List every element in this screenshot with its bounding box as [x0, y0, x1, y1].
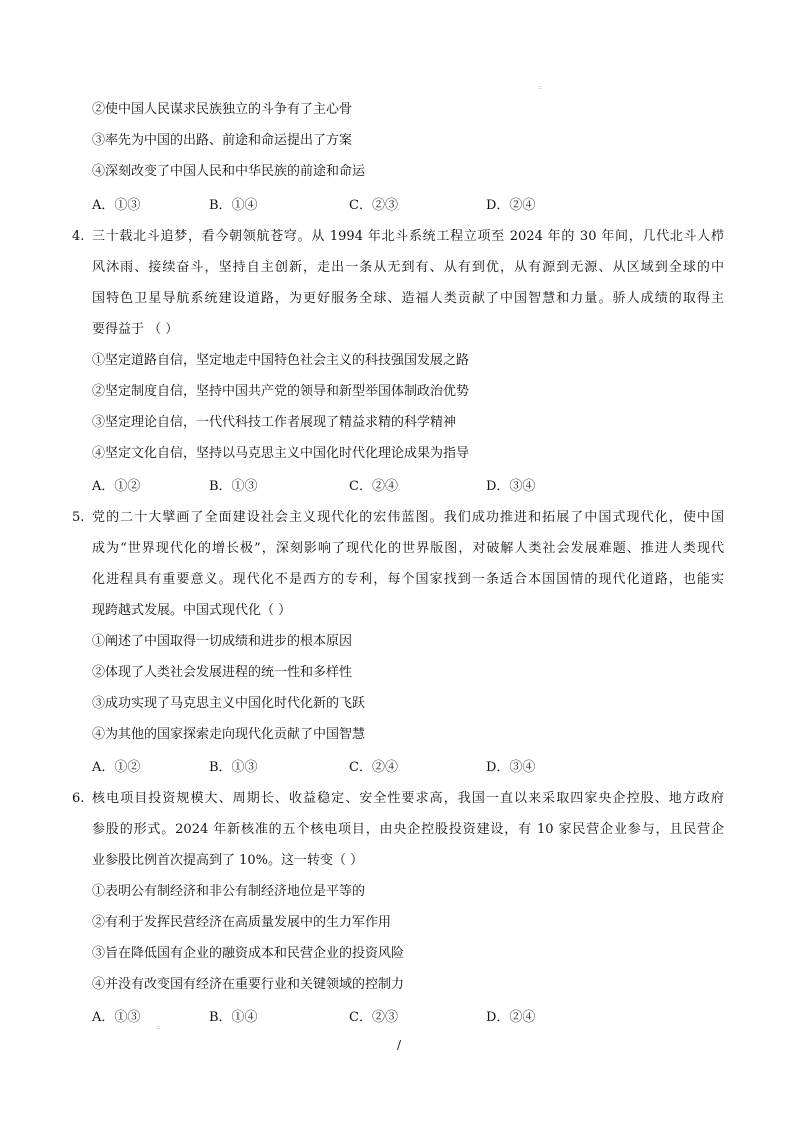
q5-option-4: ④为其他的国家探索走向现代化贡献了中国智慧 [92, 727, 366, 742]
q3-choice-b[interactable]: B．①④ [209, 198, 258, 213]
q4-stem-line: 风沐雨、接续奋斗，坚持自主创新，走出一条从无到有、从有到优，从有源到无源、从区域到全球的中 [92, 260, 724, 275]
scan-mark: :: [156, 1024, 161, 1031]
page-number: / [397, 1038, 402, 1052]
q5-choice-a[interactable]: A．①② [92, 760, 141, 775]
q4-option-2: ②坚定制度自信，坚持中国共产党的领导和新型举国体制政治优势 [92, 384, 470, 399]
q3-option-2: ②使中国人民谋求民族独立的斗争有了主心骨 [92, 102, 353, 117]
q3-choice-a[interactable]: A．①③ [92, 198, 141, 213]
q3-choice-c[interactable]: C．②③ [349, 198, 398, 213]
q4-number: 4. [72, 229, 85, 244]
q6-number: 6. [72, 791, 85, 806]
q6-option-1: ①表明公有制经济和非公有制经济地位是平等的 [92, 884, 366, 899]
q3-option-4: ④深刻改变了中国人民和中华民族的前途和命运 [92, 164, 366, 179]
q6-choice-d[interactable]: D．②④ [486, 1010, 536, 1025]
q4-stem-line: 国特色卫星导航系统建设道路，为更好服务全球、造福人类贡献了中国智慧和力量。骄人成绩的取得主 [92, 291, 724, 306]
q5-stem-line: 现跨越式发展。中国式现代化（ ） [92, 603, 292, 618]
q6-stem-line: 业参股比例首次提高到了 10%。这一转变（ ） [92, 853, 364, 868]
q6-stem-line: 核电项目投资规模大、周期长、收益稳定、安全性要求高，我国一直以来采取四家央企控股、地方政府 [92, 791, 724, 806]
q6-choice-c[interactable]: C．②③ [349, 1010, 398, 1025]
q5-number: 5. [72, 510, 85, 525]
q5-option-2: ②体现了人类社会发展进程的统一性和多样性 [92, 665, 353, 680]
q5-choice-c[interactable]: C．②④ [349, 760, 398, 775]
q4-stem-line: 三十载北斗追梦，看今朝领航苍穹。从 1994 年北斗系统工程立项至 2024 年的 30 年间，几代北斗人栉 [92, 229, 724, 244]
scan-mark: :: [538, 84, 543, 91]
q6-option-3: ③旨在降低国有企业的融资成本和民营企业的投资风险 [92, 946, 405, 961]
q4-option-1: ①坚定道路自信，坚定地走中国特色社会主义的科技强国发展之路 [92, 353, 470, 368]
q4-choice-d[interactable]: D．③④ [486, 479, 536, 494]
q5-choice-b[interactable]: B．①③ [209, 760, 258, 775]
q6-choice-a[interactable]: A．①③ [92, 1010, 141, 1025]
q3-option-3: ③率先为中国的出路、前途和命运提出了方案 [92, 133, 353, 148]
q6-choice-b[interactable]: B．①④ [209, 1010, 258, 1025]
q4-option-3: ③坚定理论自信，一代代科技工作者展现了精益求精的科学精神 [92, 415, 457, 430]
q4-choice-c[interactable]: C．②④ [349, 479, 398, 494]
q3-choice-d[interactable]: D．②④ [486, 198, 536, 213]
q4-option-4: ④坚定文化自信，坚持以马克思主义中国化时代化理论成果为指导 [92, 446, 470, 461]
q5-stem-line: 成为“世界现代化的增长极”，深刻影响了现代化的世界版图，对破解人类社会发展难题、推进人类现代 [92, 541, 724, 556]
q5-option-1: ①阐述了中国取得一切成绩和进步的根本原因 [92, 634, 353, 649]
q5-option-3: ③成功实现了马克思主义中国化时代化新的飞跃 [92, 696, 366, 711]
q4-choice-a[interactable]: A．①② [92, 479, 141, 494]
q5-stem-line: 化进程具有重要意义。现代化不是西方的专利，每个国家找到一条适合本国国情的现代化道路，也能实 [92, 572, 724, 587]
q4-choice-b[interactable]: B．①③ [209, 479, 258, 494]
q6-stem-line: 参股的形式。2024 年新核准的五个核电项目，由央企控股投资建设，有 10 家民营企业参与，且民营企 [92, 822, 724, 837]
q5-stem-line: 党的二十大擘画了全面建设社会主义现代化的宏伟蓝图。我们成功推进和拓展了中国式现代化，使中国 [92, 510, 724, 525]
q4-stem-line: 要得益于 （ ） [92, 322, 179, 337]
q5-choice-d[interactable]: D．③④ [486, 760, 536, 775]
q6-option-2: ②有利于发挥民营经济在高质量发展中的生力军作用 [92, 915, 392, 930]
q6-option-4: ④并没有改变国有经济在重要行业和关键领域的控制力 [92, 977, 405, 992]
